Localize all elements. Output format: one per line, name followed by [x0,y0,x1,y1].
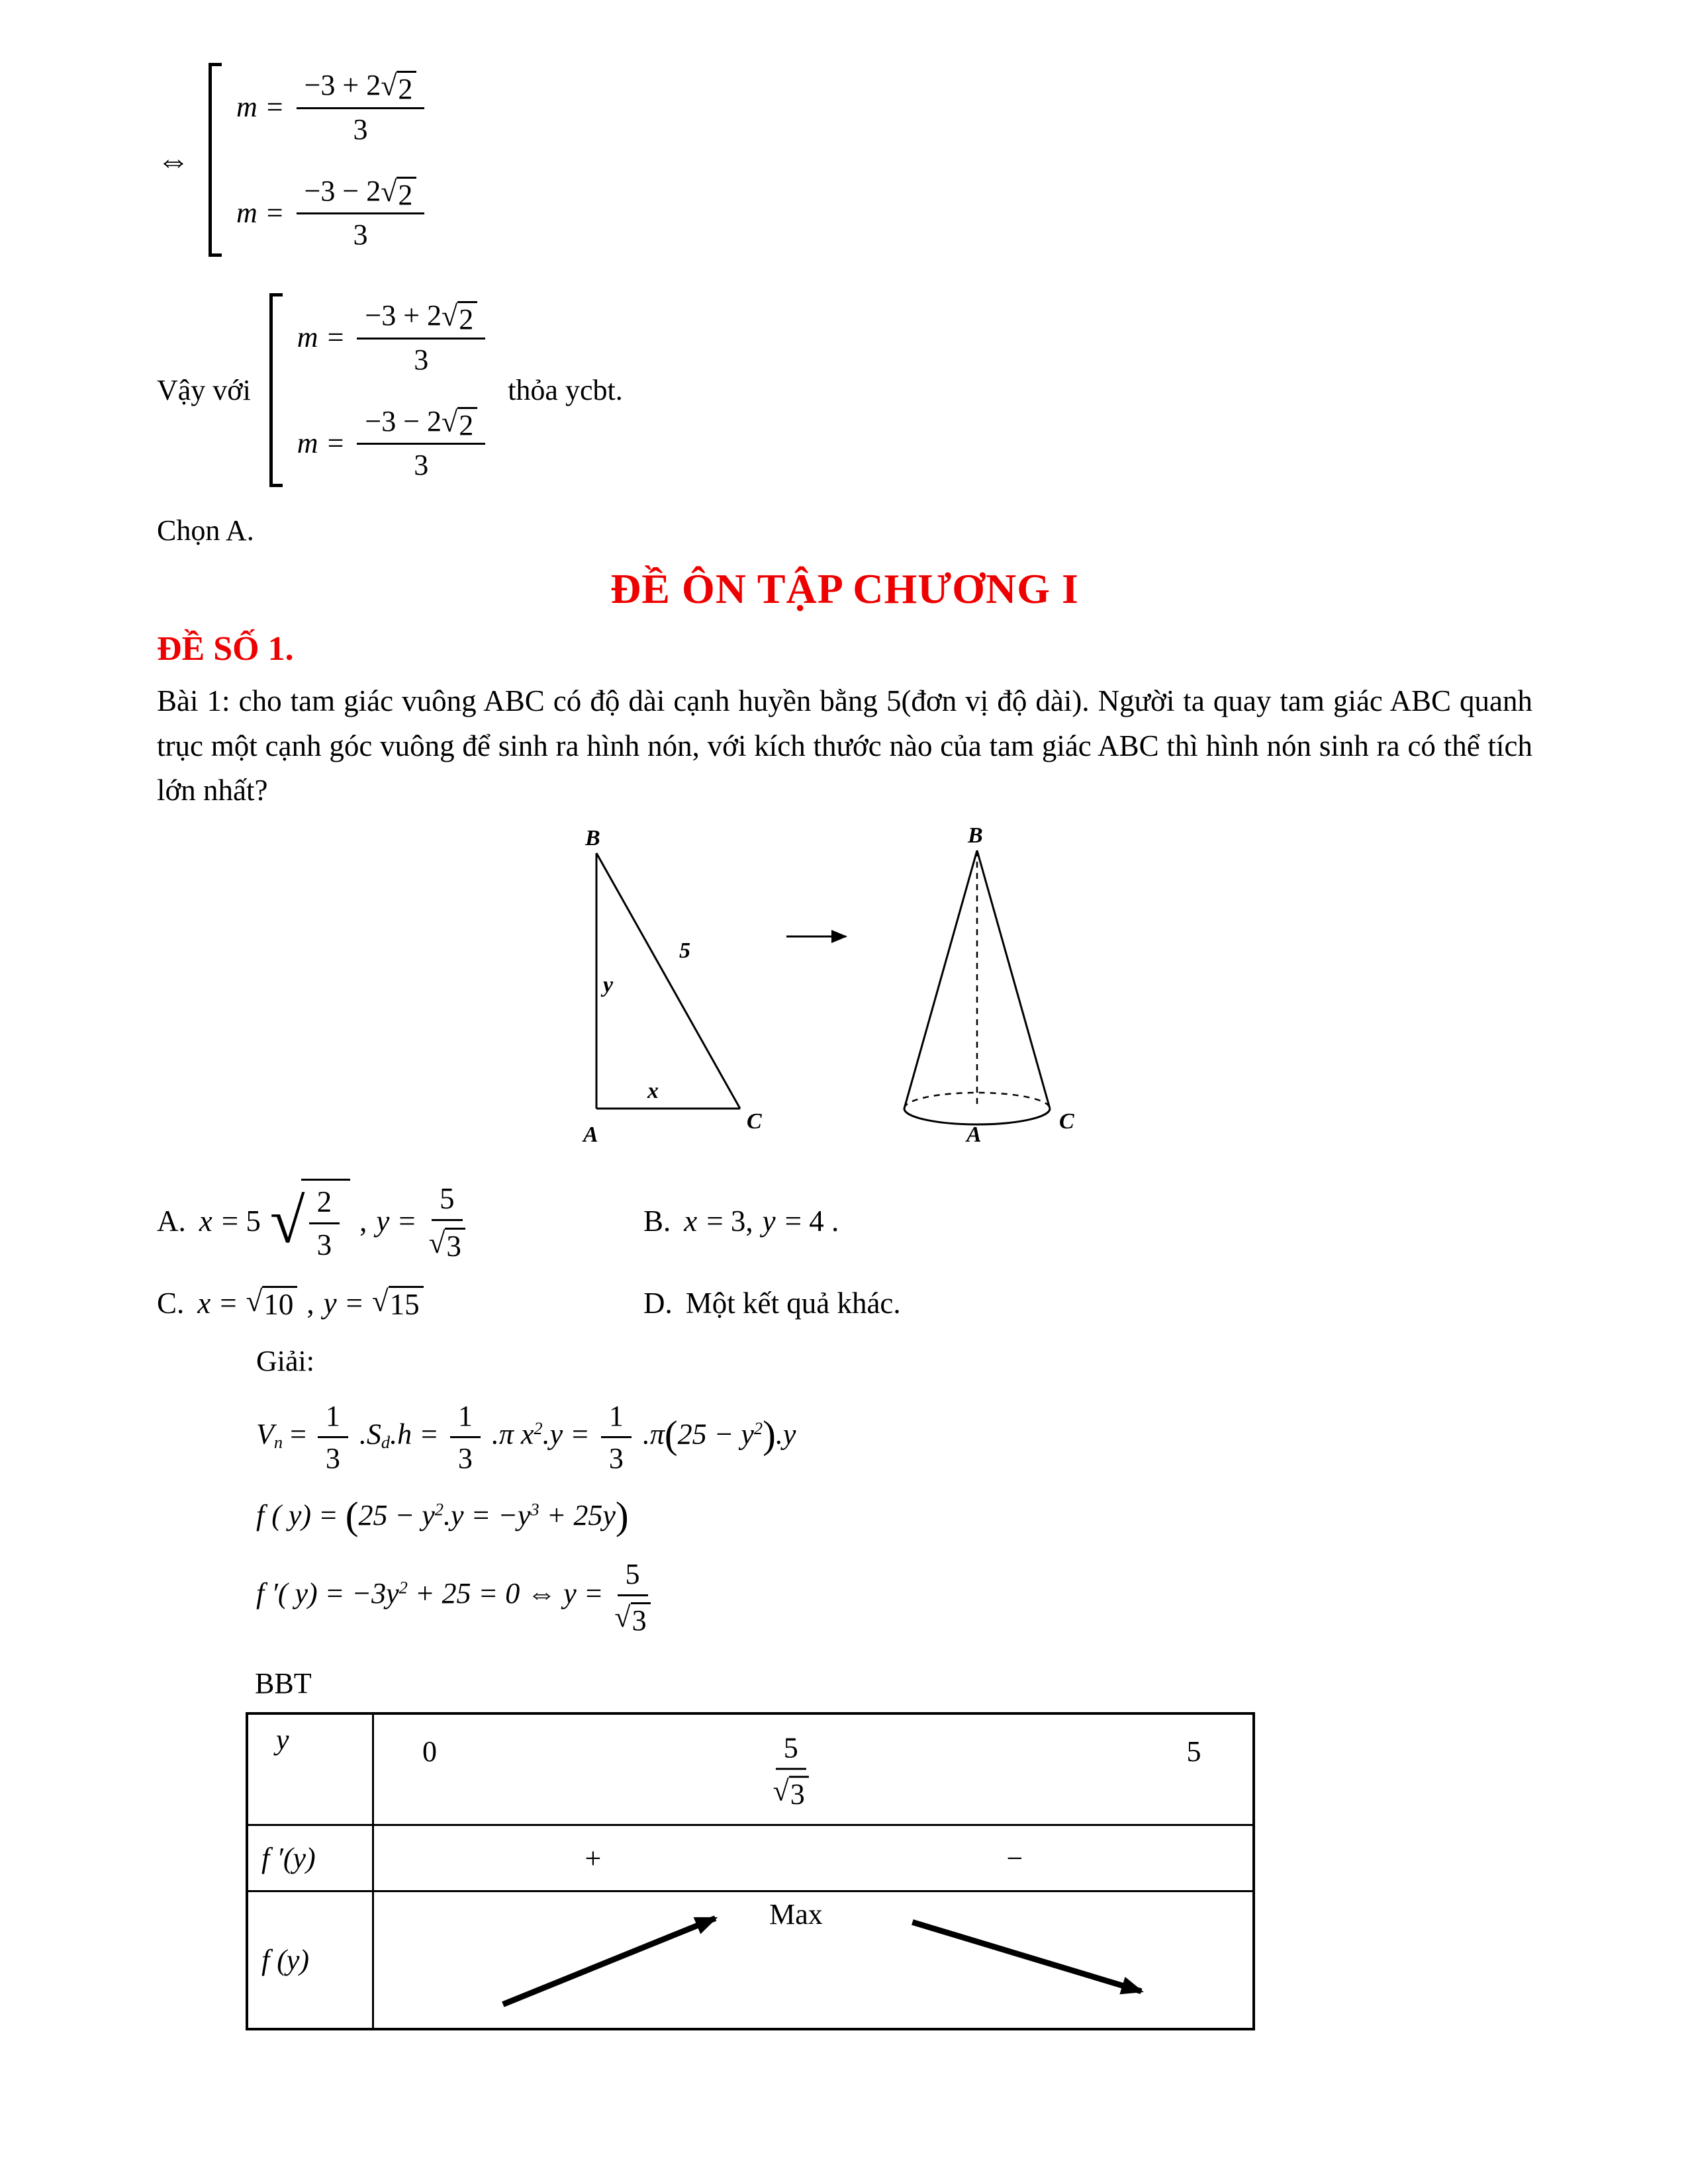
numerator: 5 [432,1180,463,1221]
answer-option-d [643,1286,901,1320]
comma: , [359,1204,367,1238]
cone-label-b: B [968,825,983,848]
radicand: 10 [262,1286,297,1320]
bbt-row-f [248,1890,1252,2028]
radical-icon: √ [269,1185,305,1256]
bbt-row-fprime-content [374,1826,1252,1890]
variable-m: m [236,91,258,124]
cone-label-c: C [1059,1109,1074,1134]
iff-symbol: ⇔ [157,141,190,179]
option-label-b: B. [643,1204,671,1238]
right-paren: ) [615,1494,629,1538]
superscript-2: 2 [753,1418,763,1439]
option-label-c: C. [157,1287,185,1320]
var-x: x [197,1287,211,1320]
superscript-2: 2 [399,1576,408,1597]
bbt-row-y-label: y [248,1715,374,1824]
function-lhs: f ( y) = [256,1499,338,1532]
denominator [773,1770,809,1810]
fraction [309,1183,340,1264]
problem-text: cho tam giác vuông ABC có độ dài cạnh huyền bằng 5(đơn vị độ dài). Người ta quay tam giác ABC quanh trục một cạnh góc vuông để sinh ra hình nón, với kích thước nào của tam giác ABC thì hình nón sinh ra có thể tích lớn nhất? [157,684,1533,807]
answer-option-a [157,1179,643,1264]
solution-line-2 [256,1494,1532,1538]
fraction [450,1398,481,1477]
solution-heading: Giải: [256,1345,314,1378]
fraction [297,173,425,253]
equals-sign: = [399,1204,416,1238]
radical-icon: √ [442,300,458,333]
comma: , [306,1287,314,1320]
case-equation [297,403,489,484]
max-label: Max [769,1898,823,1931]
denominator: 3 [353,218,368,251]
solution-line-1 [256,1398,1532,1477]
sqrt [614,1602,650,1636]
superscript-3: 3 [530,1499,539,1520]
radical-icon: √ [381,69,397,103]
answer-option-b [643,1204,839,1238]
triangle-label-y: y [603,972,614,997]
problem-label: Bài 1: [157,684,230,717]
numerator: 5 [618,1556,648,1596]
subscript-d: d [381,1432,391,1453]
triangle-label-c: C [747,1109,762,1134]
bbt-heading: BBT [255,1667,312,1700]
right-paren: ) [763,1412,776,1457]
denominator: 3 [414,343,429,376]
sqrt [381,71,416,105]
var-x: x [684,1204,698,1238]
denominator: 3 [608,1442,624,1475]
case-equation [236,67,428,148]
numerator: 1 [601,1398,632,1438]
denominator: 3 [457,1442,473,1475]
conclusion-prefix: Vậy với [157,374,251,406]
radical-icon: √ [442,405,458,438]
section-title: ĐỀ SỐ 1. [157,630,294,668]
answer-row-1 [157,1179,1532,1264]
sign-minus: − [1006,1842,1023,1875]
triangle-shape [596,853,740,1109]
numerator [357,297,485,340]
radicand: 3 [445,1228,465,1262]
numerator: 1 [450,1398,481,1438]
fraction [357,403,485,484]
sqrt-of-fraction [270,1179,350,1264]
denominator: 3 [316,1228,332,1261]
conclusion-suffix: thỏa ycbt. [508,374,623,406]
cone-label-a: A [966,1122,982,1147]
value: = 4 . [784,1204,839,1238]
bbt-arrows [374,1892,1252,2028]
radicand: 2 [397,177,416,210]
sqrt [381,177,416,210]
decrease-arrow-icon [912,1922,1141,1991]
option-label-a: A. [157,1204,186,1238]
triangle-label-x: x [647,1078,659,1103]
sign-plus: + [585,1842,602,1875]
fraction [614,1556,650,1637]
term-tail: .y [775,1418,796,1451]
radical-icon: √ [614,1600,631,1633]
variable-m: m [236,196,258,229]
term-sd: .S [359,1418,381,1451]
left-bracket-icon [209,63,222,257]
radicand: 15 [389,1286,424,1320]
radicand: 2 [397,71,416,105]
y-value-critical [773,1729,809,1810]
numerator-text: −3 − 2 [304,174,381,207]
segment: + 25y [546,1499,616,1532]
superscript-2: 2 [534,1418,543,1439]
equals-sign: = [327,426,344,459]
chapter-title: ĐỀ ÔN TẬP CHƯƠNG I [610,565,1079,612]
var-v: V [256,1418,274,1451]
y-value-right: 5 [1186,1735,1201,1768]
numerator: 2 [309,1183,340,1224]
sqrt [773,1776,809,1809]
cone-shape [904,850,1050,1124]
term-pix: .π x [491,1418,534,1451]
var-x: x [199,1204,212,1238]
denominator: 3 [414,449,429,481]
var-y: y [376,1204,390,1238]
numerator: 1 [318,1398,348,1438]
figure-labels [582,825,1074,1147]
denominator [614,1596,650,1637]
equals-sign: = [266,196,283,229]
radical-icon: √ [773,1774,789,1807]
variation-table [246,1712,1255,2030]
subscript-n: n [273,1432,283,1453]
numerator-text: −3 − 2 [365,404,442,437]
radical-icon: √ [428,1226,445,1259]
left-paren: ( [345,1494,359,1538]
option-text: Một kết quả khác. [685,1287,901,1320]
answer-choice-statement: Chọn A. [157,514,254,547]
derivation-cases-line [157,63,1532,257]
numerator [297,67,425,109]
answer-row-2 [157,1286,1532,1320]
bbt-row-f-label: f (y) [248,1892,374,2028]
radicand [301,1179,351,1264]
problem-statement [157,679,1532,813]
y-value-left: 0 [422,1735,437,1768]
bbt-row-f-content [374,1892,1252,2028]
answer-option-c [157,1286,643,1320]
bbt-row-fprime-label: f ′(y) [248,1826,374,1890]
value: = 5 [221,1204,261,1238]
radical-icon: √ [246,1285,263,1318]
equals-sign: = [220,1287,237,1320]
radicand: 2 [457,407,477,441]
numerator: 5 [776,1729,806,1770]
figure-container [157,825,1532,1156]
numerator-text: −3 + 2 [304,69,381,101]
segment: 25 − y [358,1499,435,1532]
sqrt [429,1228,465,1262]
equals-sign: = [327,321,344,354]
var-y: y [762,1204,776,1238]
radicand: 2 [457,301,477,335]
sqrt [442,301,477,335]
conclusion-line [157,293,1532,487]
option-label-d: D. [643,1287,673,1320]
fraction [601,1398,632,1477]
bbt-row-fprime [248,1824,1252,1890]
denominator: 3 [353,113,368,146]
triangle-label-a: A [583,1122,598,1147]
radicand: 3 [631,1602,651,1636]
denominator: 3 [325,1442,340,1475]
equals-sign: = [290,1418,306,1451]
sqrt [442,407,477,441]
fraction [297,67,425,148]
cases-stack [297,293,489,487]
triangle-label-b: B [585,825,600,850]
var-y: y [323,1287,337,1320]
variable-m: m [297,321,318,354]
term-y: .y = [542,1418,590,1451]
fraction [429,1180,465,1262]
superscript-2: 2 [434,1499,444,1520]
equals-sign: = [266,91,283,124]
radical-icon: √ [381,175,397,208]
triangle-label-hypotenuse: 5 [679,938,690,963]
cases-block-bottom [269,293,489,487]
term-pi: .π [642,1418,665,1451]
bbt-row-y-content [374,1715,1252,1824]
left-paren: ( [664,1412,678,1457]
segment: + 25 = 0 ⇔ y = [414,1576,604,1610]
triangle-cone-figure [547,825,1143,1156]
case-equation [236,173,428,253]
fraction [318,1398,348,1477]
numerator-text: −3 + 2 [365,299,442,332]
variable-m: m [297,426,318,459]
solution-line-3 [256,1556,1532,1637]
cases-stack [236,63,428,257]
value: = 3, [706,1204,753,1238]
case-equation [297,297,489,378]
increase-arrow-icon [503,1919,716,2005]
numerator [357,403,485,445]
denominator [429,1221,465,1262]
derivative-lhs: f ′( y) = −3y [256,1576,399,1610]
radicand: 3 [789,1776,809,1809]
radical-icon: √ [371,1285,389,1318]
cases-block-top [209,63,428,257]
fraction [357,297,485,378]
sqrt [246,1286,298,1320]
left-bracket-icon [269,293,283,487]
inner-expression: 25 − y [677,1418,754,1451]
numerator [297,173,425,215]
equals-sign: = [346,1287,363,1320]
term-h: .h = [390,1418,439,1451]
sqrt [372,1286,424,1320]
segment: .y = −y [443,1499,531,1532]
bbt-row-y [248,1715,1252,1824]
